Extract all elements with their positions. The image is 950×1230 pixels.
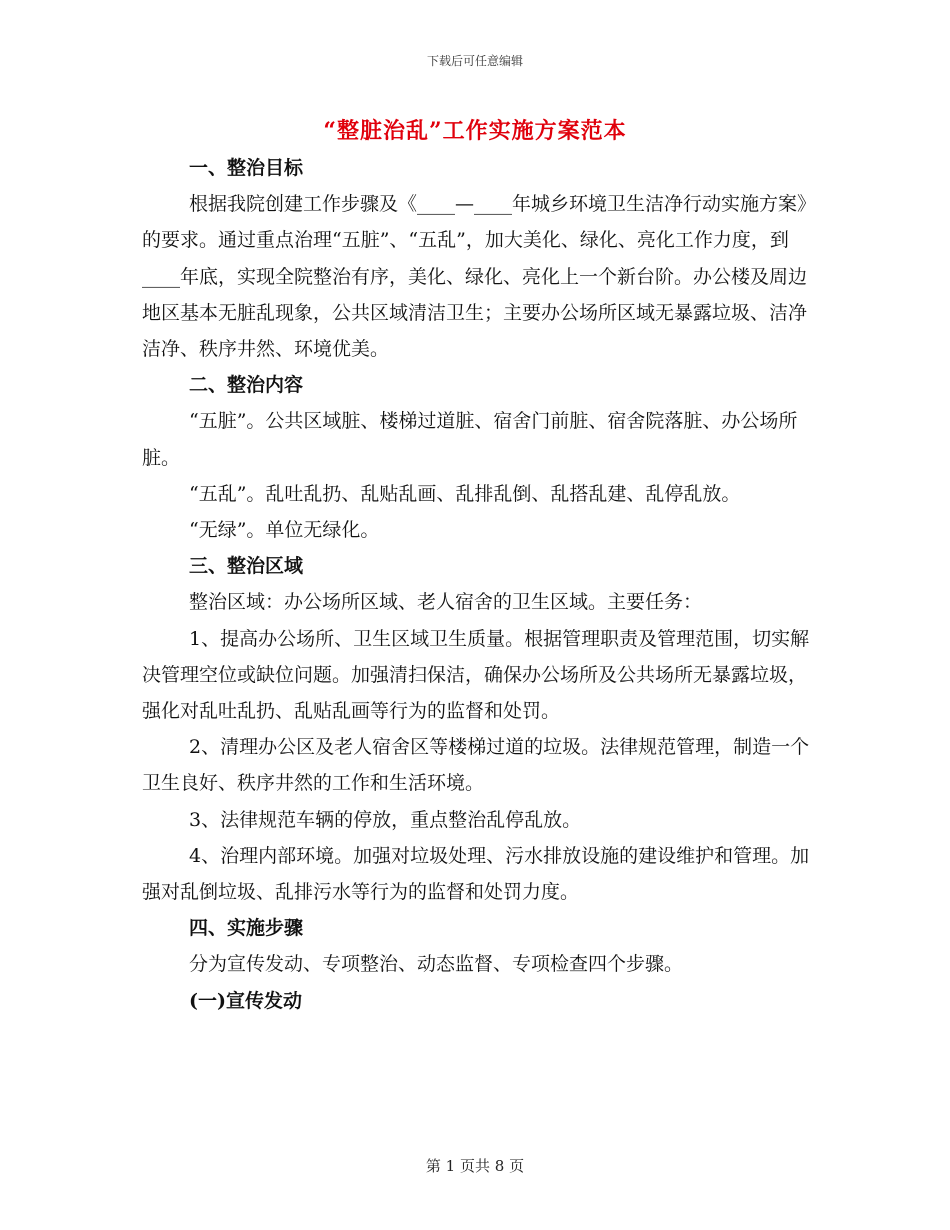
section-heading-1: 一、整治目标 (189, 157, 304, 179)
paragraph: 3、法律规范车辆的停放，重点整治乱停乱放。 (189, 808, 582, 831)
paragraph: 2、清理办公区及老人宿舍区等楼梯过道的垃圾。法律规范管理，制造一个卫生良好、秩序井然的工作和生活环境。 (142, 736, 810, 795)
subsection-heading: (一)宣传发动 (189, 989, 302, 1012)
header-note: 下载后可任意编辑 (426, 54, 523, 68)
section-heading-2: 二、整治内容 (189, 374, 304, 397)
document-body (142, 150, 812, 1019)
section-heading-4: 四、实施步骤 (189, 917, 304, 940)
document-title: “整脏治乱”工作实施方案范本 (323, 118, 627, 144)
paragraph: 4、治理内部环境。加强对垃圾处理、污水排放设施的建设维护和管理。加强对乱倒垃圾、乱排污水等行为的监督和处罚力度。 (142, 844, 810, 904)
paragraph: “无绿”。单位无绿化。 (189, 519, 380, 542)
paragraph: 分为宣传发动、专项整治、动态监督、专项检查四个步骤。 (189, 953, 684, 976)
paragraph: 根据我院创建工作步骤及《____—____年城乡环境卫生洁净行动实施方案》的要求。通过重点治理“五脏”、“五乱”，加大美化、绿化、亮化工作力度，到____年底，实现全院整治有序，美化、绿化、亮化上一个新台阶。办公楼及周边地区基本无脏乱现象，公共区域清洁卫生；主要办公场所区域无暴露垃圾、洁净洁净、秩序井然、环境优美。 (142, 193, 808, 361)
paragraph: “五乱”。乱吐乱扔、乱贴乱画、乱排乱倒、乱搭乱建、乱停乱放。 (189, 482, 741, 505)
paragraph: “五脏”。公共区域脏、楼梯过道脏、宿舍门前脏、宿舍院落脏、办公场所脏。 (142, 410, 798, 469)
paragraph: 整治区域：办公场所区域、老人宿舍的卫生区域。主要任务： (189, 591, 703, 614)
section-heading-3: 三、整治区域 (189, 555, 304, 578)
page-footer: 第 1 页共 8 页 (425, 1157, 525, 1175)
paragraph: 1、提高办公场所、卫生区域卫生质量。根据管理职责及管理范围，切实解决管理空位或缺位问题。加强清扫保洁，确保办公场所及公共场所无暴露垃圾，强化对乱吐乱扔、乱贴乱画等行为的监督和处罚。 (142, 627, 810, 723)
